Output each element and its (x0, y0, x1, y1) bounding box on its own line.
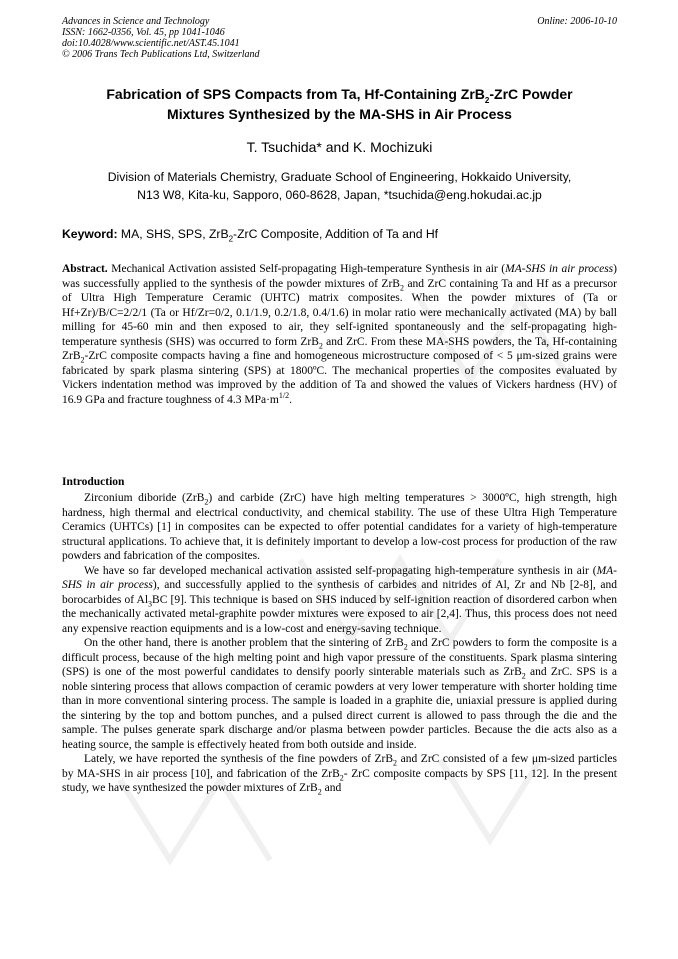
p2a: We have so far developed mechanical activation assisted self-propagating high-temperature synthesis in air ( (84, 564, 597, 577)
intro-paragraph-2 (62, 564, 617, 637)
journal-header (62, 16, 617, 60)
intro-sub: 2 (204, 497, 209, 507)
online-date: Online: 2006-10-10 (537, 16, 617, 27)
affiliation (62, 168, 617, 204)
abstract-t4: and ZrC containing Ta and Hf as a precursor of Ultra High Temperature Ceramic (UHTC) matrix composites. When the powder mixtures of (Ta or Hf+Zr)/B/C=2/2/1 (Ta or Hf/Zr=0/2, 0.1/1.9, 0.2/1.8, 0.4/1.6) in molar ratio were mechanically activated (MA) by ball milling for 45-60 min and then exposed to air, they self-ignited spontaneously and the self-propagating high-temperature synthesis (SHS) was occurred to form ZrB (62, 277, 617, 348)
abstract-sub: 2 (318, 340, 323, 350)
introduction-heading: Introduction (62, 476, 125, 488)
issn: ISSN: 1662-0356, Vol. 45, pp 1041-1046 (62, 27, 225, 38)
intro-sub: 2 (317, 787, 322, 797)
p2b: MA-SHS in air process (62, 564, 617, 591)
title-sub: 2 (484, 95, 490, 105)
p3a: On the other hand, there is another problem that the sintering of ZrB (84, 637, 404, 649)
doi: doi:10.4028/www.scientific.net/AST.45.1041 (62, 38, 240, 49)
intro-paragraph-4 (62, 752, 617, 796)
intro-paragraph-1 (62, 491, 617, 564)
p4a: Lately, we have reported the synthesis of the fine powders of ZrB (84, 753, 394, 765)
affiliation-line2: N13 W8, Kita-ku, Sapporo, 060-8628, Japan, *tsuchida@eng.hokudai.ac.jp (137, 188, 542, 202)
title-line2: Mixtures Synthesized by the MA-SHS in Air Process (167, 106, 512, 122)
p2c: ), and successfully applied to the synthesis of carbides and nitrides of Al, Zr and Nb [2-8], and borocarbides of Al (62, 579, 617, 606)
abstract-t3: ) was successfully applied to the synthesis of the powder mixtures of ZrB (62, 263, 618, 290)
intro-paragraph-3 (62, 636, 617, 752)
intro-sub: 2 (393, 758, 398, 768)
title-line1-a: Fabrication of SPS Compacts from Ta, Hf-Containing ZrB (106, 86, 485, 102)
title-line1-b: -ZrC Powder (489, 86, 573, 102)
copyright: © 2006 Trans Tech Publications Ltd, Switzerland (62, 49, 260, 60)
p4c: - ZrC composite compacts by SPS [11, 12]. In the present study, we have synthesized the powder mixtures of ZrB (62, 767, 617, 794)
abstract-sub: 2 (80, 355, 85, 365)
keywords (62, 226, 617, 242)
abstract-t2: MA-SHS in air process (505, 263, 614, 275)
abstract (62, 262, 617, 407)
p4b: and ZrC consisted of a few μm-sized particles by MA-SHS in air process [10], and fabrication of the ZrB (62, 753, 618, 780)
abstract-t7: . (289, 393, 292, 406)
keywords-text-b: -ZrC Composite, Addition of Ta and Hf (233, 227, 439, 241)
p2-sub: 3 (148, 598, 153, 608)
intro-sub: 2 (339, 772, 344, 782)
abstract-t1: Mechanical Activation assisted Self-propagating High-temperature Synthesis in air ( (107, 263, 506, 275)
paper-title (62, 84, 617, 124)
affiliation-line1: Division of Materials Chemistry, Graduate School of Engineering, Hokkaido University, (107, 170, 572, 184)
intro-sub: 2 (521, 671, 526, 681)
p1b: ) and carbide (ZrC) have high melting temperatures > 3000ºC, high strength, high hardness, high thermal and electrical conductivity, and chemical stability. The use of these Ultra High Temperature Ceramics (UHTCs) [1] in composites can be expected to offer potential candidates for a variety of high-temperature structural applications. To achieve that, it is definitely important to develop a low-cost process for production of the raw powders and fabrication of the composites. (62, 492, 617, 562)
introduction-body (62, 491, 617, 796)
p2d: BC [9]. This technique is based on SHS induced by self-ignition reaction of disordered carbon when the mechanically activated metal-graphite powder mixtures were exposed to air [2,4]. Thus, this process does not need any expensive reaction equipments and is a low-cost and energy-saving technique. (62, 593, 618, 635)
keywords-label: Keyword: (62, 227, 118, 241)
p3c: and ZrC. SPS is a noble sintering process that allows compaction of ceramic powders at very lower temperature with shorter holding time than in more conventional sintering process. The sample is loaded in a graphite die, uniaxial pressure is applied during the sintering by the top and bottom punches, and a pulsed direct current is allowed to pass through the die and the sample. The pulses generate spark discharge and/or plasma between powder particles. Because the die acts also as a heating source, the sample is effectively heated from both outside and inside. (62, 666, 617, 751)
authors: T. Tsuchida* and K. Mochizuki (246, 139, 433, 155)
intro-sub: 2 (403, 642, 408, 652)
p3b: and ZrC powders to form the composite is a difficult process, because of the high melting point and high vapor pressure of the constituents. Spark plasma sintering (SPS) is one of the most powerful candidates to densify poorly sinterable materials such as ZrB (62, 637, 617, 678)
abstract-t6: -ZrC composite compacts having a fine and homogeneous microstructure composed of < 5 μm-sized grains were fabricated by spark plasma sintering (SPS) at 1800ºC. The mechanical properties of the composites evaluated by Vickers indentation method was improved by the addition of Ta and showed the values of Vickers hardness (HV) of 16.9 GPa and fracture toughness of 4.3 MPa·m (62, 350, 617, 406)
journal-name: Advances in Science and Technology (62, 16, 210, 27)
keywords-text-a: MA, SHS, SPS, ZrB (117, 227, 229, 241)
p1a: Zirconium diboride (ZrB (84, 492, 205, 504)
abstract-sub: 2 (399, 282, 404, 292)
abstract-label: Abstract. (62, 263, 108, 275)
abstract-t5: and ZrC. From these MA-SHS powders, the Ta, Hf-containing ZrB (62, 335, 617, 362)
p4d: and (321, 782, 342, 794)
keywords-sub: 2 (228, 234, 234, 244)
abstract-sup: 1/2 (278, 390, 290, 400)
